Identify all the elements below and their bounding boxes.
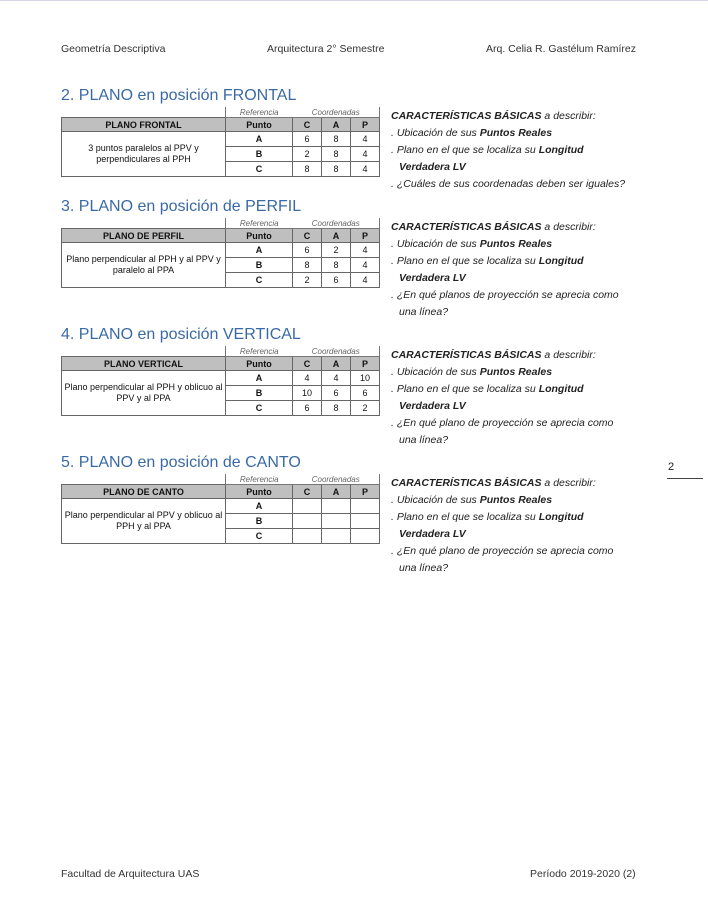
coord-a [322,529,351,544]
plane-description: Plano perpendicular al PPV y oblicuo al PPH y al PPA [62,499,226,544]
bold-text: Longitud [538,511,584,523]
line-text: . Ubicación de sus [391,127,480,139]
characteristics-heading: CARACTERÍSTICAS BÁSICAS [391,221,542,233]
p-header: P [351,229,380,243]
coord-c [293,514,322,529]
point-label: B [226,514,293,529]
coord-c: 2 [293,273,322,288]
punto-header: Punto [226,118,293,132]
punto-header: Punto [226,229,293,243]
coord-p [351,529,380,544]
line-text: . Ubicación de sus [391,366,480,378]
coord-c: 8 [293,162,322,177]
bold-text: Puntos Reales [479,494,553,506]
coord-p [351,514,380,529]
section-vertical [61,326,661,456]
coord-a: 8 [322,147,351,162]
referencia-label: Referencia [226,474,293,485]
coord-p: 4 [351,132,380,147]
coordinates-table [61,107,380,177]
line-text: . Ubicación de sus [391,238,480,250]
referencia-label: Referencia [226,346,293,357]
c-header: C [293,485,322,499]
header-course: Geometría Descriptiva [61,43,166,55]
footer-faculty: Facultad de Arquitectura UAS [61,868,200,880]
bold-text: Longitud [538,255,584,267]
bold-text: Verdadera LV [399,400,466,412]
referencia-label: Referencia [226,107,293,118]
line-text: . Plano en el que se localiza su [391,383,539,395]
point-label: C [226,273,293,288]
coord-c: 6 [293,401,322,416]
coord-p: 6 [351,386,380,401]
coord-p: 4 [351,258,380,273]
bold-text: Verdadera LV [399,161,466,173]
table-row [62,499,380,514]
p-header: P [351,485,380,499]
coord-c: 10 [293,386,322,401]
point-label: A [226,499,293,514]
plane-label: PLANO DE PERFIL [62,229,226,243]
question-continuation: una línea? [399,306,449,318]
characteristics [391,475,666,577]
point-label: B [226,147,293,162]
coordinates-table [61,346,380,416]
point-label: B [226,386,293,401]
question: . ¿En qué plano de proyección se aprecia como [391,545,614,557]
bold-text: Verdadera LV [399,272,466,284]
line-text: . Plano en el que se localiza su [391,511,539,523]
point-label: C [226,401,293,416]
question-continuation: una línea? [399,434,449,446]
top-rule [0,0,708,1]
coord-a: 6 [322,386,351,401]
section-title: 3. PLANO en posición de PERFIL [61,198,302,215]
coord-p: 4 [351,162,380,177]
punto-header: Punto [226,485,293,499]
characteristics [391,219,666,321]
coord-c [293,499,322,514]
coordenadas-label: Coordenadas [293,346,380,357]
coord-a: 8 [322,401,351,416]
question-continuation: una línea? [399,562,449,574]
coordenadas-label: Coordenadas [293,107,380,118]
section-title: 5. PLANO en posición de CANTO [61,454,301,471]
plane-label: PLANO VERTICAL [62,357,226,371]
a-header: A [322,229,351,243]
c-header: C [293,229,322,243]
page-number-rule [667,478,703,479]
table-row [62,371,380,386]
header-teacher: Arq. Celia R. Gastélum Ramírez [486,43,636,55]
line-text: . Plano en el que se localiza su [391,144,539,156]
point-label: B [226,258,293,273]
plane-description: 3 puntos paralelos al PPV y perpendiculares al PPH [62,132,226,177]
characteristics-heading-suffix: a describir: [541,221,596,233]
bold-text: Puntos Reales [479,127,553,139]
footer-period: Período 2019-2020 (2) [530,868,636,880]
page-number: 2 [668,461,675,473]
coord-a [322,499,351,514]
coord-a: 6 [322,273,351,288]
punto-header: Punto [226,357,293,371]
point-label: A [226,243,293,258]
coordenadas-label: Coordenadas [293,474,380,485]
bold-text: Puntos Reales [479,366,553,378]
coord-a: 2 [322,243,351,258]
bold-text: Verdadera LV [399,528,466,540]
bold-text: Puntos Reales [479,238,553,250]
bold-text: Longitud [538,144,584,156]
coord-p: 4 [351,273,380,288]
question: . ¿En qué planos de proyección se aprecia como [391,289,619,301]
characteristics-heading: CARACTERÍSTICAS BÁSICAS [391,110,542,122]
section-title: 2. PLANO en posición FRONTAL [61,87,297,104]
bold-text: Longitud [538,383,584,395]
referencia-label: Referencia [226,218,293,229]
coord-p: 4 [351,243,380,258]
table-row [62,243,380,258]
line-text: . Plano en el que se localiza su [391,255,539,267]
plane-label: PLANO DE CANTO [62,485,226,499]
coord-p: 2 [351,401,380,416]
a-header: A [322,118,351,132]
p-header: P [351,357,380,371]
coord-a: 8 [322,132,351,147]
characteristics [391,347,666,449]
plane-description: Plano perpendicular al PPH y al PPV y paralelo al PPA [62,243,226,288]
section-title: 4. PLANO en posición VERTICAL [61,326,301,343]
plane-description: Plano perpendicular al PPH y oblicuo al PPV y al PPA [62,371,226,416]
characteristics-heading-suffix: a describir: [541,349,596,361]
coordinates-table [61,474,380,544]
point-label: A [226,132,293,147]
coord-c: 4 [293,371,322,386]
characteristics [391,108,666,193]
a-header: A [322,357,351,371]
coord-c [293,529,322,544]
characteristics-heading-suffix: a describir: [541,477,596,489]
characteristics-heading: CARACTERÍSTICAS BÁSICAS [391,349,542,361]
coord-c: 2 [293,147,322,162]
coord-a: 8 [322,258,351,273]
coord-a: 4 [322,371,351,386]
coord-p [351,499,380,514]
table-row [62,132,380,147]
c-header: C [293,357,322,371]
point-label: C [226,162,293,177]
coord-c: 8 [293,258,322,273]
question: . ¿En qué plano de proyección se aprecia como [391,417,614,429]
characteristics-heading: CARACTERÍSTICAS BÁSICAS [391,477,542,489]
coord-p: 10 [351,371,380,386]
coordinates-table [61,218,380,288]
a-header: A [322,485,351,499]
coord-a: 8 [322,162,351,177]
section-perfil [61,198,661,328]
point-label: C [226,529,293,544]
line-text: . Ubicación de sus [391,494,480,506]
header-semester: Arquitectura 2° Semestre [267,43,385,55]
coord-p: 4 [351,147,380,162]
section-canto [61,454,661,584]
point-label: A [226,371,293,386]
characteristics-heading-suffix: a describir: [541,110,596,122]
plane-label: PLANO FRONTAL [62,118,226,132]
question: . ¿Cuáles de sus coordenadas deben ser iguales? [391,178,626,190]
p-header: P [351,118,380,132]
coord-c: 6 [293,132,322,147]
coord-a [322,514,351,529]
coordenadas-label: Coordenadas [293,218,380,229]
coord-c: 6 [293,243,322,258]
c-header: C [293,118,322,132]
